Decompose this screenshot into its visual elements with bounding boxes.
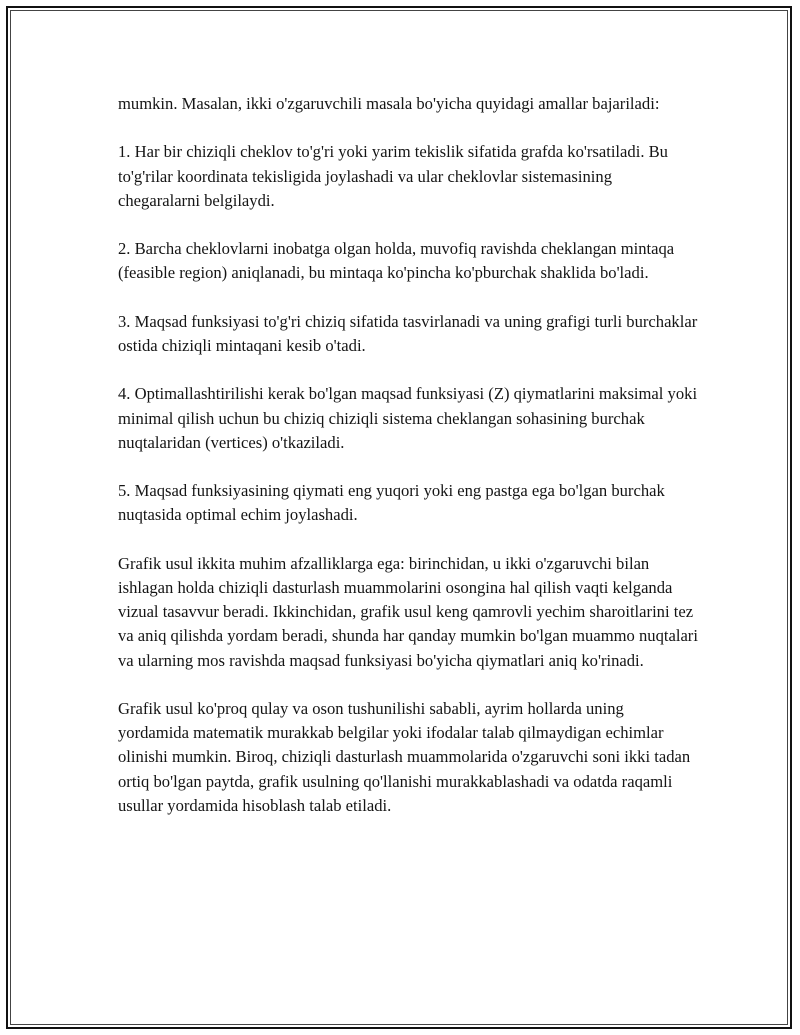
paragraph-step-3: 3. Maqsad funksiyasi to'g'ri chiziq sifatida tasvirlanadi va uning grafigi turli burchaklar ostida chiziqli mintaqani kesib o'tadi. xyxy=(118,311,698,355)
paragraph-intro: mumkin. Masalan, ikki o'zgaruvchili masala bo'yicha quyidagi amallar bajariladi: xyxy=(118,94,660,113)
paragraph-advantages: Grafik usul ikkita muhim afzalliklarga ega: birinchidan, u ikki o'zgaruvchi bilan ishlagan holda chiziqli dasturlash muammolarini osongina hal qilish vaqti kelganda vizual tasavvur beradi. Ikkinchidan, grafik usul keng qamrovli yechim sharoitlarini tez va aniq qilishda yordam beradi, shunda har qanday mumkin bo'lgan muammo nuqtalari va ularning mos ravishda maqsad funksiyasi bo'yicha qiymatlari aniq ko'rinadi. xyxy=(118,553,698,670)
document-body xyxy=(118,92,698,818)
paragraph-step-5: 5. Maqsad funksiyasining qiymati eng yuqori yoki eng pastga ega bo'lgan burchak nuqtasida optimal echim joylashadi. xyxy=(118,481,665,525)
paragraph-limitations: Grafik usul ko'proq qulay va oson tushunilishi sababli, ayrim hollarda uning yordamida matematik murakkab belgilar yoki ifodalar talab qilmaydigan echimlar olinishi mumkin. Biroq, chiziqli dasturlash muammolarida o'zgaruvchi soni ikki tadan ortiq bo'lgan paytda, grafik usulning qo'llanishi murakkablashadi va odatda raqamli usullar yordamida hisoblash talab etiladi. xyxy=(118,698,691,815)
paragraph-step-4: 4. Optimallashtirilishi kerak bo'lgan maqsad funksiyasi (Z) qiymatlarini maksimal yoki minimal qilish uchun bu chiziq chiziqli sistema cheklangan sohasining burchak nuqtalaridan (vertices) o'tkaziladi. xyxy=(118,384,698,452)
paragraph-step-1: 1. Har bir chiziqli cheklov to'g'ri yoki yarim tekislik sifatida grafda ko'rsatiladi. Bu to'g'rilar koordinata tekisligida joylashadi va ular cheklovlar sistemasining chegaralarni belgilaydi. xyxy=(118,142,668,210)
paragraph-step-2: 2. Barcha cheklovlarni inobatga olgan holda, muvofiq ravishda cheklangan mintaqa (feasible region) aniqlanadi, bu mintaqa ko'pincha ko'pburchak shaklida bo'ladi. xyxy=(118,239,675,283)
